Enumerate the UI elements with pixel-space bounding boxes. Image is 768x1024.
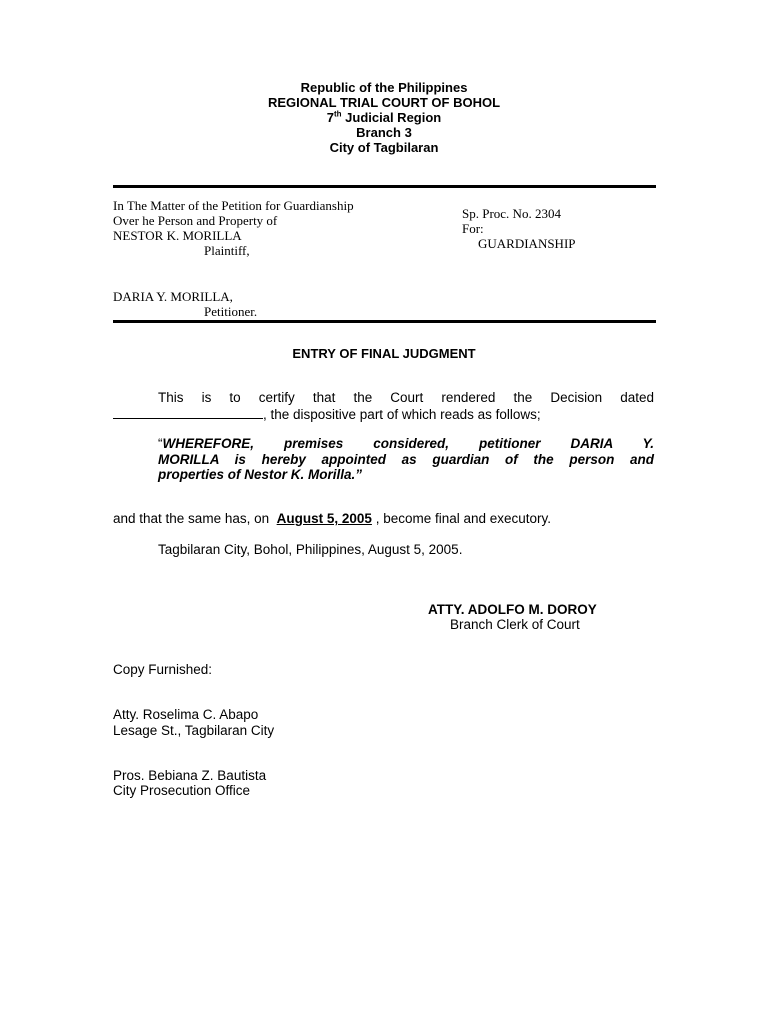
caption-left-line-2: Over he Person and Property of bbox=[113, 213, 278, 228]
finality-suffix: , become final and executory. bbox=[375, 511, 552, 526]
quote-line-2: MORILLA is hereby appointed as guardian of the person and bbox=[158, 452, 654, 467]
header-branch: Branch 3 bbox=[356, 125, 412, 140]
region-number: 7 bbox=[326, 110, 334, 125]
certify-line-2-text: , the dispositive part of which reads as follows; bbox=[263, 407, 541, 422]
petitioner-name: DARIA Y. MORILLA, bbox=[113, 289, 233, 304]
signatory-name: ATTY. ADOLFO M. DOROY bbox=[428, 602, 597, 617]
signatory-title: Branch Clerk of Court bbox=[450, 617, 580, 632]
header-court: REGIONAL TRIAL COURT OF BOHOL bbox=[267, 95, 501, 110]
quote-line-1-text: WHEREFORE, premises considered, petitioner DARIA Y. bbox=[162, 436, 654, 451]
recipient-1-address: Lesage St., Tagbilaran City bbox=[113, 723, 275, 738]
header-region bbox=[0, 110, 768, 125]
region-label: Judicial Region bbox=[341, 110, 442, 125]
plaintiff-role: Plaintiff, bbox=[204, 243, 250, 258]
certify-line-1: This is to certify that the Court rendered the Decision dated bbox=[158, 390, 654, 405]
recipient-2-name: Pros. Bebiana Z. Bautista bbox=[113, 768, 267, 783]
caption-top-rule bbox=[113, 185, 656, 188]
recipient-2-address: City Prosecution Office bbox=[113, 783, 251, 798]
petitioner-role: Petitioner. bbox=[204, 304, 258, 319]
finality-date: August 5, 2005 bbox=[276, 511, 372, 526]
case-for-label: For: bbox=[462, 221, 484, 236]
case-number: Sp. Proc. No. 2304 bbox=[462, 206, 561, 221]
copy-furnished-label: Copy Furnished: bbox=[113, 662, 213, 677]
finality-statement bbox=[113, 511, 656, 527]
header-republic: Republic of the Philippines bbox=[300, 80, 468, 95]
recipient-1-name: Atty. Roselima C. Abapo bbox=[113, 707, 259, 722]
quote-line-1 bbox=[158, 436, 654, 452]
caption-bottom-rule bbox=[113, 320, 656, 323]
document-title: ENTRY OF FINAL JUDGMENT bbox=[292, 346, 476, 361]
header-city: City of Tagbilaran bbox=[329, 140, 439, 155]
place-date: Tagbilaran City, Bohol, Philippines, August 5, 2005. bbox=[158, 542, 463, 557]
case-type: GUARDIANSHIP bbox=[478, 236, 576, 251]
decision-date-blank bbox=[113, 406, 263, 419]
caption-left-line-3: NESTOR K. MORILLA bbox=[113, 228, 242, 243]
caption-left-line-1: In The Matter of the Petition for Guardianship bbox=[113, 198, 354, 213]
region-ordinal: th bbox=[333, 109, 342, 119]
certify-line-2 bbox=[113, 406, 656, 423]
quote-open-mark: “ bbox=[158, 436, 163, 451]
quote-line-3: properties of Nestor K. Morilla.” bbox=[158, 467, 363, 482]
finality-prefix: and that the same has, on bbox=[113, 511, 270, 526]
